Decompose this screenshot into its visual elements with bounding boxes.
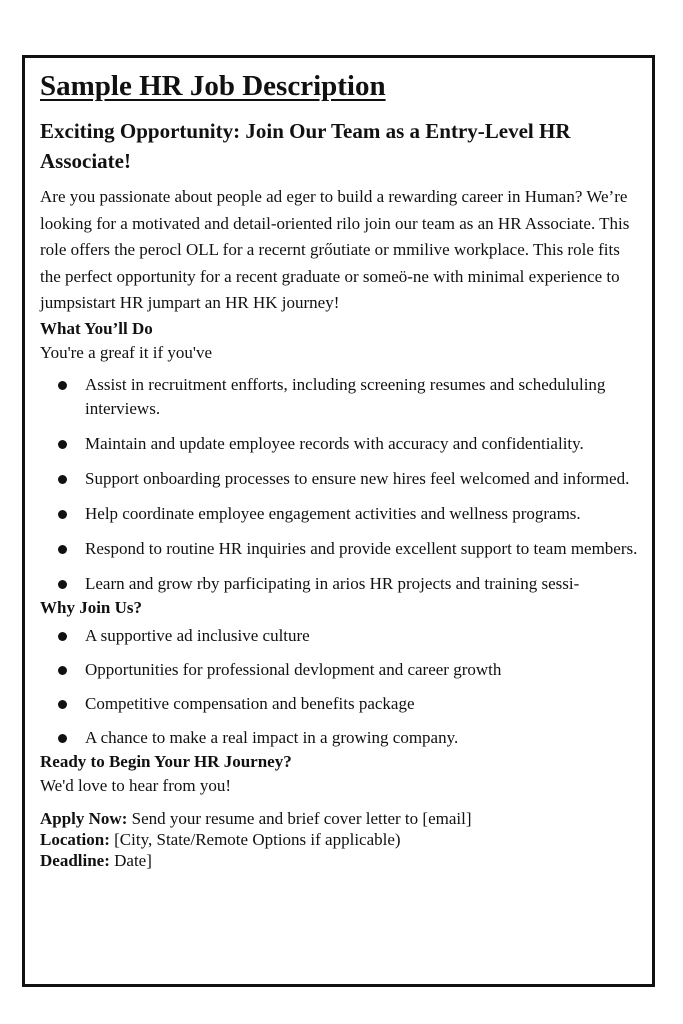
location-line <box>40 829 640 850</box>
job-headline: Exciting Opportunity: Join Our Team as a Entry-Level HR Associate! <box>40 119 571 173</box>
list-item-text: Maintain and update employee records with accuracy and confidentiality. <box>85 433 584 453</box>
apply-label: Apply Now: <box>40 808 128 828</box>
list-item-text: A chance to make a real impact in a growing company. <box>85 727 459 747</box>
list-item <box>40 726 640 750</box>
page-title: Sample HR Job Description <box>40 70 386 102</box>
what-youll-do-heading: What You’ll Do <box>40 318 153 338</box>
apply-value: Send your resume and brief cover letter to [email] <box>127 808 472 828</box>
list-item <box>40 624 640 648</box>
list-item <box>40 658 640 682</box>
list-item <box>40 467 640 491</box>
list-item-text: Respond to routine HR inquiries and provide excellent support to team members. <box>85 538 638 558</box>
list-item-text: Learn and grow rby parficipating in arios HR projects and training sessi- <box>85 573 580 593</box>
location-value: [City, State/Remote Options if applicable) <box>109 829 401 849</box>
bullet-icon <box>58 700 67 709</box>
deadline-label: Deadline: <box>40 850 110 870</box>
job-description <box>40 68 640 871</box>
bullet-icon <box>58 545 67 554</box>
duties-list <box>40 373 640 596</box>
bullet-icon <box>58 475 67 484</box>
intro-paragraph: Are you passionate about people ad eger to build a rewarding career in Human? We’re looking for a motivated and detail-oriented rilo join our team as an HR Associate. This role offers the perocl OLL for a recernt grőutiate or mmilive workplace. This role fits the perfect opportunity for a recent graduate or someö-ne with minimal experience to jumpsistart HR jumpart an HR HK journey! <box>40 187 630 312</box>
bullet-icon <box>58 440 67 449</box>
bullet-icon <box>58 632 67 641</box>
deadline-value: Date] <box>109 850 152 870</box>
list-item-text: Assist in recruitment enfforts, including screening resumes and schedululing interviews. <box>85 374 606 418</box>
deadline-line <box>40 850 640 871</box>
list-item <box>40 432 640 456</box>
list-item <box>40 692 640 716</box>
list-item <box>40 572 640 596</box>
location-label: Location: <box>40 829 110 849</box>
bullet-icon <box>58 580 67 589</box>
list-item <box>40 502 640 526</box>
list-item-text: A supportive ad inclusive culture <box>85 625 310 645</box>
list-item-text: Help coordinate employee engagement activities and wellness programs. <box>85 503 581 523</box>
list-item-text: Competitive compensation and benefits package <box>85 693 415 713</box>
ready-heading: Ready to Begin Your HR Journey? <box>40 751 292 771</box>
list-item-text: Support onboarding processes to ensure new hires feel welcomed and informed. <box>85 468 630 488</box>
bullet-icon <box>58 666 67 675</box>
list-item-text: Opportunities for professional devlopment and career growth <box>85 659 502 679</box>
apply-line <box>40 808 640 829</box>
ready-text: We'd love to hear from you! <box>40 775 231 795</box>
list-item <box>40 373 640 421</box>
why-join-heading: Why Join Us? <box>40 597 143 617</box>
bullet-icon <box>58 510 67 519</box>
bullet-icon <box>58 381 67 390</box>
bullet-icon <box>58 734 67 743</box>
application-details <box>40 808 640 871</box>
list-item <box>40 537 640 561</box>
benefits-list <box>40 624 640 750</box>
what-youll-do-lead: You're a greaf it if you've <box>40 342 212 362</box>
